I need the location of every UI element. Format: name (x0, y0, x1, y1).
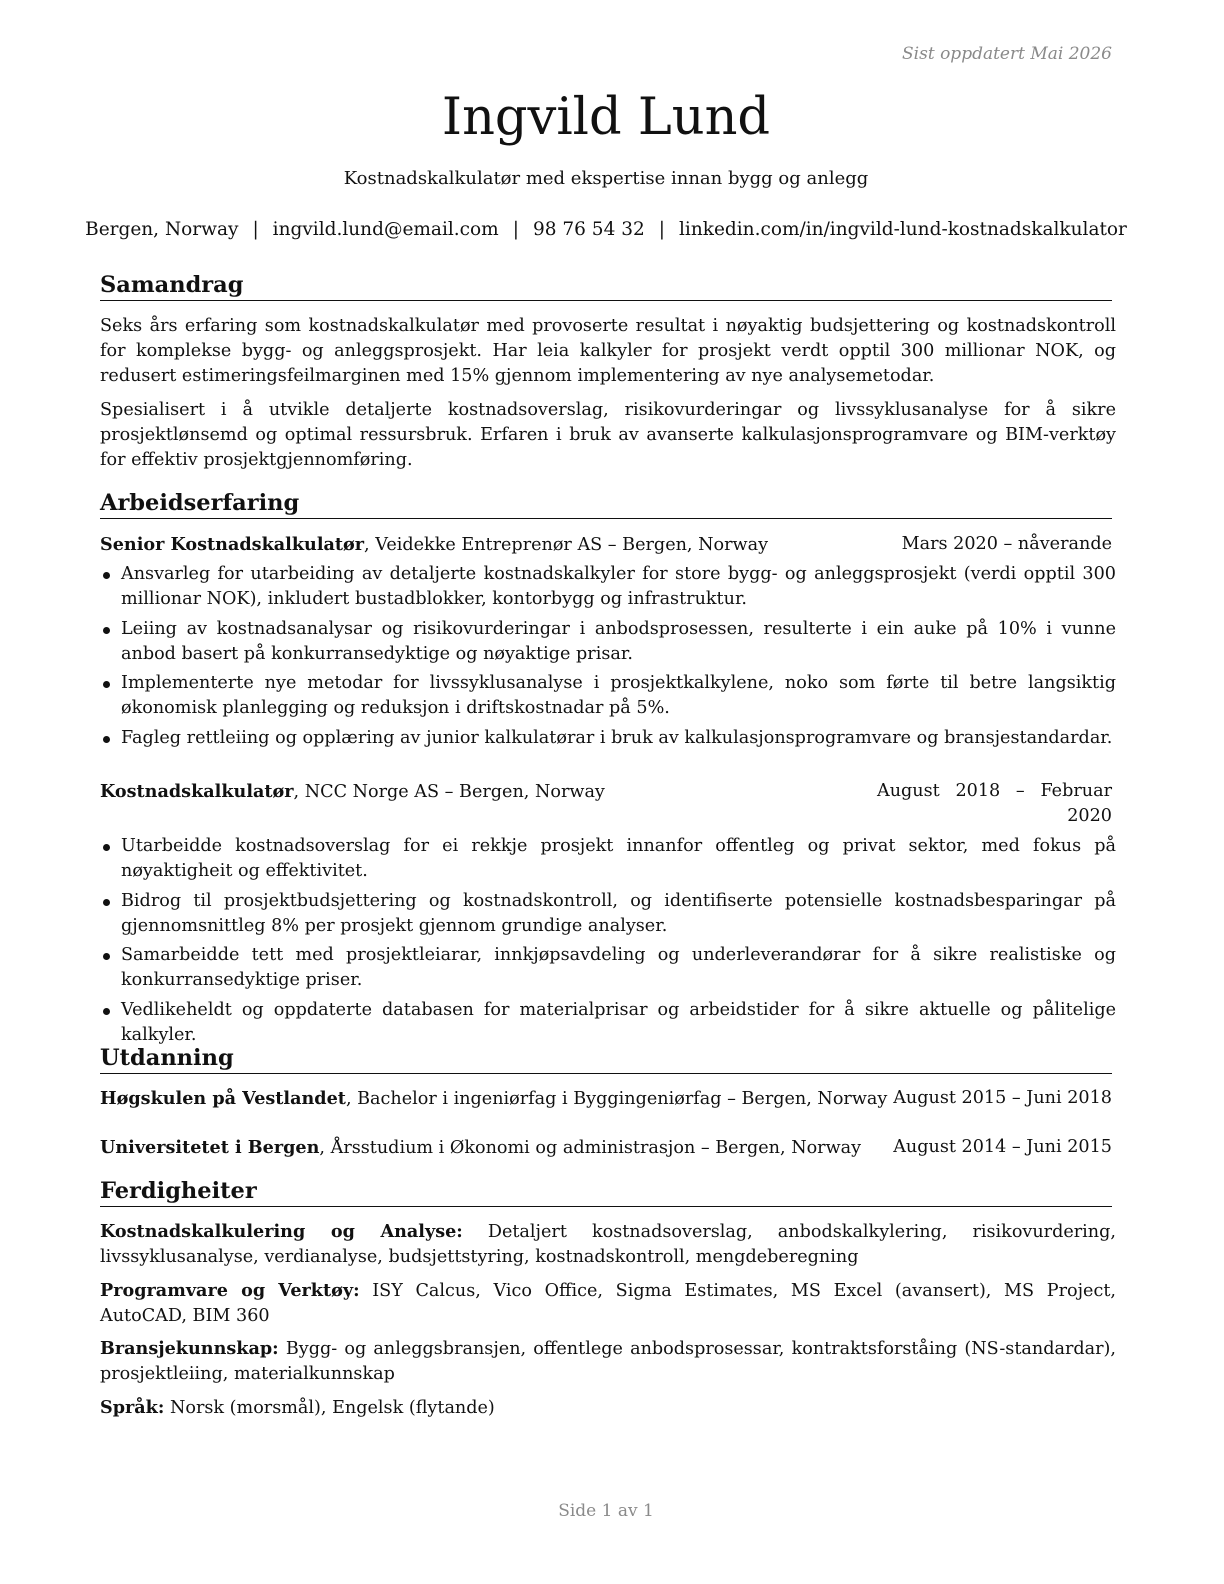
list-item: Vedlikeheldt og oppdaterte databasen for materialprisar og arbeidstider for å sikre aktuelle og pålitelige kalkyler. (100, 998, 1116, 1048)
skill-item (100, 1395, 1116, 1421)
contact-phone[interactable]: 98 76 54 32 (532, 219, 645, 240)
contact-separator: | (512, 219, 519, 240)
tagline: Kostnadskalkulatør med ekspertise innan bygg og anlegg (343, 168, 869, 189)
skill-label: Språk: (100, 1397, 165, 1418)
job-company: , NCC Norge AS – Bergen, Norway (293, 782, 605, 802)
bullet-icon (103, 736, 110, 743)
bullet-icon (103, 572, 110, 579)
education-item (100, 1086, 1112, 1111)
list-item: Utarbeidde kostnadsoverslag for ei rekkje prosjekt innanfor offentleg og privat sektor, med fokus på nøyaktigheit og effektivitet. (100, 834, 1116, 884)
candidate-name: Ingvild Lund (441, 88, 771, 147)
education-dates: August 2015 – Juni 2018 (893, 1088, 1112, 1108)
list-item: Implementerte nye metodar for livssyklusanalyse i prosjektkalkylene, noko som førte til betre langsiktig økonomisk planlegging og reduksjon i driftskostnadar på 5%. (100, 671, 1116, 721)
list-item: Ansvarleg for utarbeiding av detaljerte kostnadskalkyler for store bygg- og anleggsprosjekt (verdi opptil 300 millionar NOK), inkludert bustadblokker, kontorbygg og infrastruktur. (100, 562, 1116, 612)
skill-text: Bygg- og anleggsbransjen, offentlege anbodsprosessar, kontraktsforståing (NS-standardar), prosjektleiing, materialkunnskap (100, 1339, 1116, 1384)
job-company: , Veidekke Entreprenør AS – Bergen, Norway (364, 535, 769, 555)
bullet-icon (103, 899, 110, 906)
school-name: Høgskulen på Vestlandet (100, 1088, 346, 1109)
contact-separator: | (252, 219, 259, 240)
bullet-icon (103, 844, 110, 851)
skill-text: Detaljert kostnadsoverslag, anbodskalkylering, risikovurdering, livssyklusanalyse, verdianalyse, budsjettstyring, kostnadskontroll, mengdeberegning (100, 1222, 1116, 1267)
skill-item (100, 1219, 1116, 1270)
education-dates: August 2014 – Juni 2015 (893, 1137, 1112, 1157)
job-title: Kostnadskalkulatør (100, 781, 294, 802)
section-heading-summary: Samandrag (100, 271, 1112, 301)
contact-separator: | (658, 219, 665, 240)
job-header (100, 779, 1112, 829)
bullet-icon (103, 953, 110, 960)
job-title: Senior Kostnadskalkulatør (100, 534, 365, 555)
bullet-icon (103, 627, 110, 634)
last-updated: Sist oppdatert Mai 2026 (902, 44, 1112, 64)
section-heading-experience: Arbeidserfaring (100, 489, 1112, 519)
list-item: Bidrog til prosjektbudsjettering og kostnadskontroll, og identifiserte potensielle kostnadsbesparingar på gjennomsnittleg 8% per prosjekt gjennom grundige analyser. (100, 889, 1116, 939)
job-bullets (100, 834, 1116, 1052)
summary-paragraph: Spesialisert i å utvikle detaljerte kostnadsoverslag, risikovurderingar og livssyklusanalyse for å sikre prosjektlønsemd og optimal ressursbruk. Erfaren i bruk av avanserte kalkulasjonsprogramvare og BIM-verktøy for effektiv prosjektgjennomføring. (100, 400, 1116, 470)
bullet-icon (103, 681, 110, 688)
skill-text: ISY Calcus, Vico Office, Sigma Estimates, MS Excel (avansert), MS Project, AutoCAD, BIM 360 (100, 1281, 1116, 1326)
resume-page (85, 0, 1127, 1584)
skill-text: Norsk (morsmål), Engelsk (flytande) (164, 1398, 495, 1418)
skill-label: Kostnadskalkulering og Analyse: (100, 1221, 463, 1242)
degree-detail: , Årsstudium i Økonomi og administrasjon – Bergen, Norway (319, 1138, 862, 1158)
contact-linkedin[interactable]: linkedin.com/in/ingvild-lund-kostnadskalkulator (679, 219, 1127, 240)
education-item (100, 1135, 1112, 1160)
contact-location: Bergen, Norway (85, 219, 239, 240)
skill-item (100, 1278, 1116, 1329)
page-number: Side 1 av 1 (558, 1501, 654, 1521)
degree-detail: , Bachelor i ingeniørfag i Byggingeniørfag – Bergen, Norway (345, 1089, 888, 1109)
job-dates: Mars 2020 – nåverande (901, 534, 1112, 554)
job-bullets (100, 562, 1116, 755)
job-header (100, 532, 1112, 557)
skill-item (100, 1336, 1116, 1387)
section-heading-skills: Ferdigheiter (100, 1177, 1112, 1207)
summary-paragraph: Seks års erfaring som kostnadskalkulatør med provoserte resultat i nøyaktig budsjettering og kostnadskontroll for komplekse bygg- og anleggsprosjekt. Har leia kalkyler for prosjekt verdt opptil 300 millionar NOK, og redusert estimeringsfeilmarginen med 15% gjennom implementering av nye analysemetodar. (100, 316, 1116, 386)
section-heading-education: Utdanning (100, 1044, 1112, 1074)
job-dates: August 2018 – Februar 2020 (877, 781, 1112, 826)
list-item: Samarbeidde tett med prosjektleiarar, innkjøpsavdeling og underleverandørar for å sikre realistiske og konkurransedyktige priser. (100, 943, 1116, 993)
bullet-icon (103, 1008, 110, 1015)
list-item: Leiing av kostnadsanalysar og risikovurderingar i anbodsprosessen, resulterte i ein auke på 10% i vunne anbod basert på konkurransedyktige og nøyaktige prisar. (100, 617, 1116, 667)
school-name: Universitetet i Bergen (100, 1137, 320, 1158)
list-item: Fagleg rettleiing og opplæring av junior kalkulatørar i bruk av kalkulasjonsprogramvare og bransjestandardar. (100, 726, 1116, 751)
contact-email[interactable]: ingvild.lund@email.com (272, 219, 499, 240)
skill-label: Programvare og Verktøy: (100, 1280, 360, 1301)
contact-line (80, 219, 1132, 240)
skill-label: Bransjekunnskap: (100, 1338, 279, 1359)
